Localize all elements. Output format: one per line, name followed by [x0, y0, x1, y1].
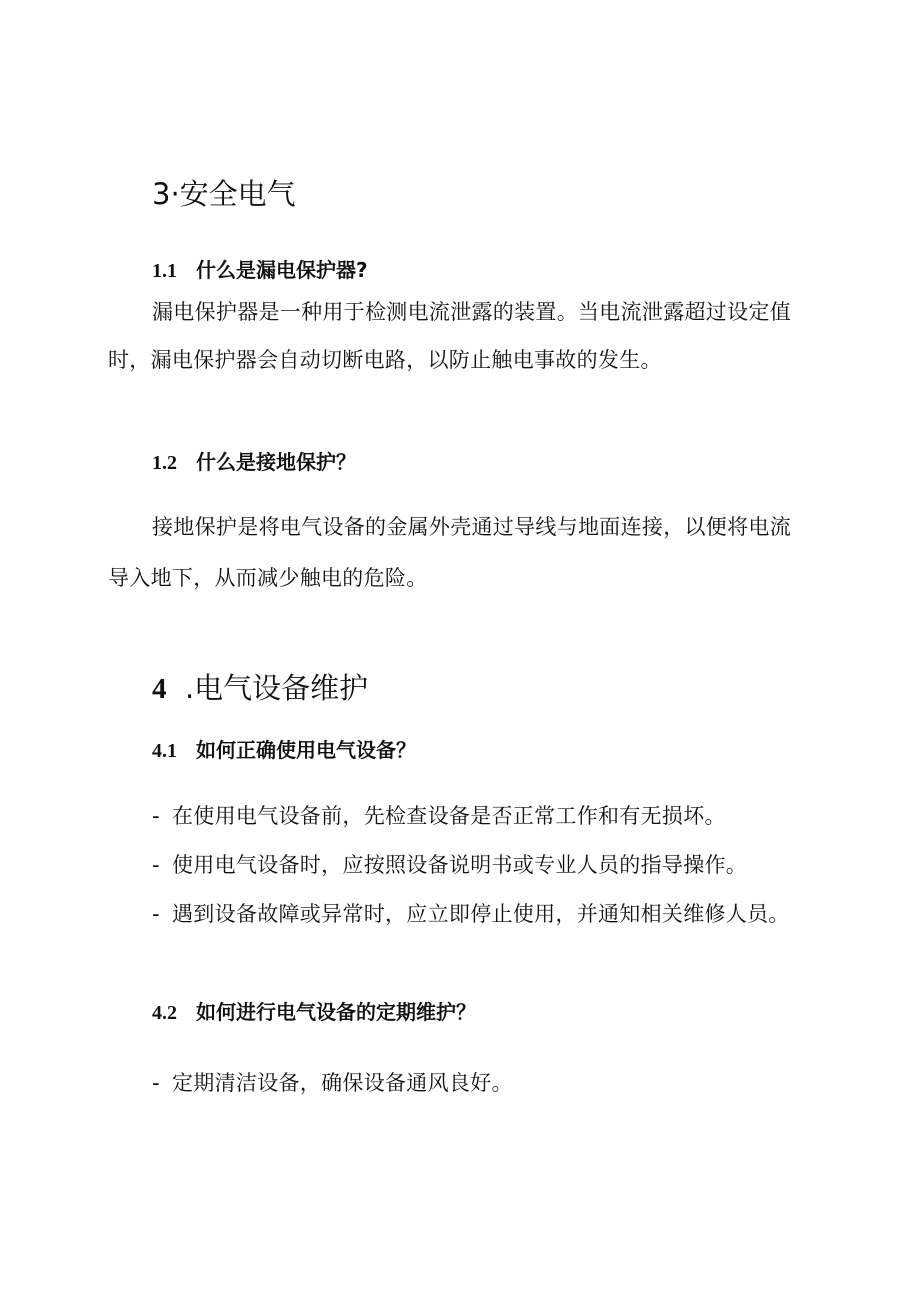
- list-item: [152, 801, 726, 831]
- list-item: [152, 850, 747, 880]
- list-item-text: 在使用电气设备前，先检查设备是否正常工作和有无损坏。: [172, 804, 726, 828]
- subsection-4-2-heading: [152, 998, 476, 1027]
- paragraph-line: 接地保护是将电气设备的金属外壳通过导线与地面连接，以便将电流: [152, 515, 791, 539]
- bullet-dash: -: [152, 804, 160, 828]
- subsection-1-1-heading: [152, 256, 368, 285]
- subsection-number: 1.2: [152, 452, 177, 474]
- section-4-number: 4: [152, 673, 167, 705]
- subsection-title: 什么是漏电保护器?: [196, 258, 368, 282]
- subsection-number: 1.1: [152, 260, 177, 282]
- subsection-title: 如何正确使用电气设备？: [196, 738, 416, 762]
- subsection-number: 4.1: [152, 740, 177, 762]
- list-item-text: 定期清洁设备，确保设备通风良好。: [172, 1071, 513, 1095]
- section-3-heading: [152, 176, 296, 212]
- subsection-number: 4.2: [152, 1002, 177, 1024]
- subsection-title: 什么是接地保护？: [196, 450, 356, 474]
- list-item-text: 遇到设备故障或异常时，应立即停止使用，并通知相关维修人员。: [172, 902, 790, 926]
- section-4-heading: [152, 670, 368, 707]
- list-item: [152, 1068, 513, 1098]
- list-item: [152, 899, 790, 929]
- paragraph-line: 时，漏电保护器会自动切断电路，以防止触电事故的发生。: [108, 348, 662, 372]
- bullet-dash: -: [152, 1071, 160, 1095]
- section-3-title: 3·安全电气: [152, 177, 296, 211]
- paragraph-line: 导入地下，从而减少触电的危险。: [108, 566, 428, 590]
- section-4-title: .电气设备维护: [184, 671, 369, 705]
- bullet-dash: -: [152, 853, 160, 877]
- paragraph-line: 漏电保护器是一种用于检测电流泄露的装置。当电流泄露超过设定值: [152, 300, 791, 324]
- subsection-4-1-heading: [152, 736, 416, 765]
- subsection-1-2-heading: [152, 448, 356, 477]
- list-item-text: 使用电气设备时，应按照设备说明书或专业人员的指导操作。: [172, 853, 748, 877]
- bullet-dash: -: [152, 902, 160, 926]
- subsection-title: 如何进行电气设备的定期维护？: [196, 1000, 476, 1024]
